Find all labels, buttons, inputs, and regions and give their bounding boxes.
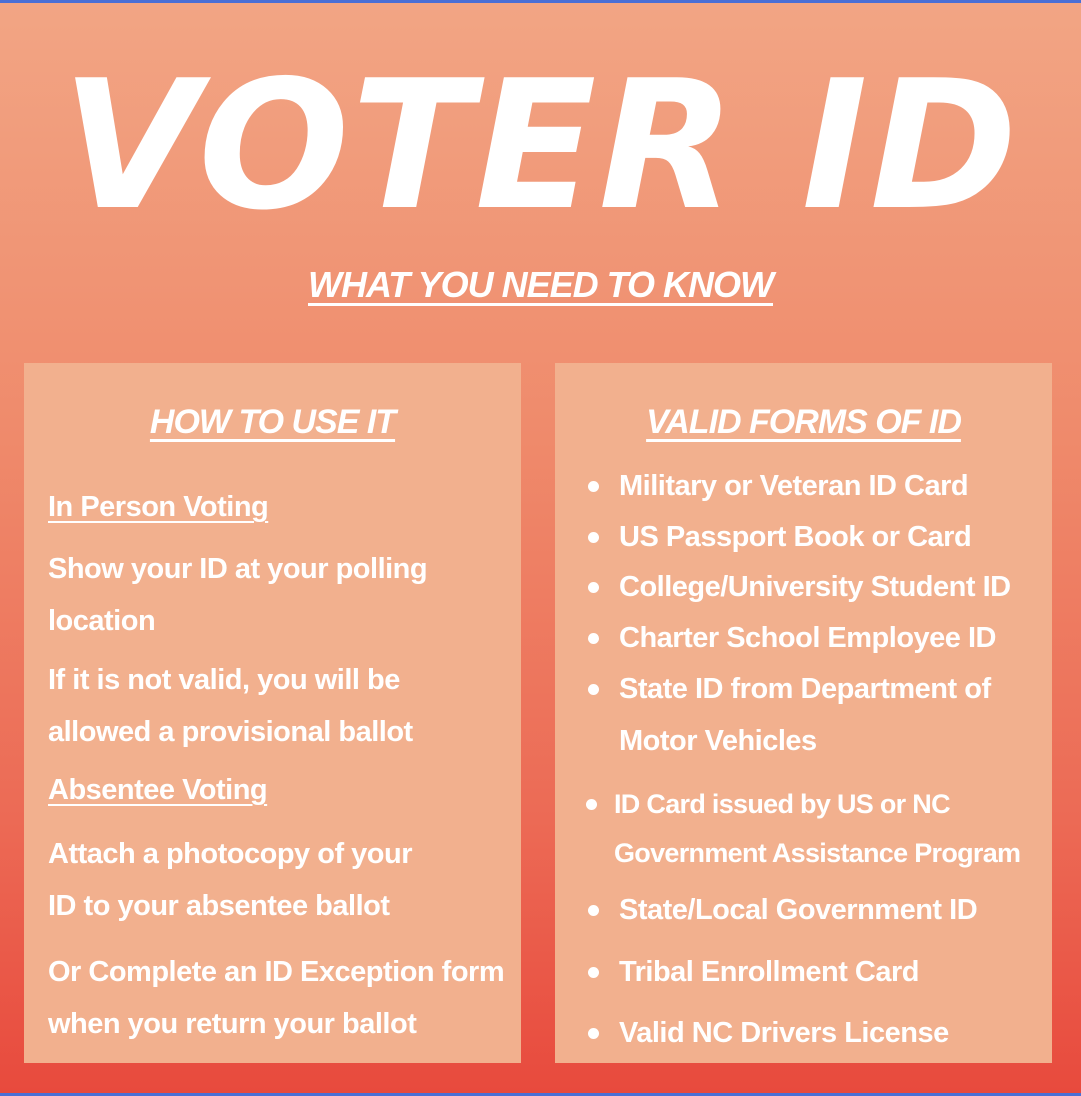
valid-forms-heading-text: VALID FORMS OF ID [646,403,961,441]
bullet-icon [588,905,599,916]
absentee-line: when you return your ballot [48,1008,417,1040]
valid-id-item-continued: Motor Vehicles [619,725,817,757]
valid-id-item: ID Card issued by US or NC [614,789,950,819]
absentee-line: Attach a photocopy of your [48,838,412,870]
absentee-line: ID to your absentee ballot [48,890,390,922]
bullet-icon [588,1028,599,1039]
valid-id-item-continued: Government Assistance Program [614,838,1021,868]
valid-id-item: State ID from Department of [619,673,991,705]
absentee-voting-heading: Absentee Voting [48,774,268,806]
valid-id-item: Military or Veteran ID Card [619,470,969,502]
valid-id-item: US Passport Book or Card [619,521,972,553]
absentee-line: Or Complete an ID Exception form [48,956,505,988]
in-person-voting-heading: In Person Voting [48,491,269,523]
in-person-line: allowed a provisional ballot [48,716,413,748]
how-to-use-heading [24,400,521,444]
bullet-icon [588,633,599,644]
bullet-icon [586,799,597,810]
bullet-icon [588,481,599,492]
valid-id-item: College/University Student ID [619,571,1011,603]
voter-id-poster [0,3,1081,1093]
valid-forms-heading [555,400,1052,444]
in-person-line: location [48,605,156,637]
poster-title: VOTER ID [61,42,1020,249]
in-person-line: If it is not valid, you will be [48,664,400,696]
in-person-line: Show your ID at your polling [48,553,428,585]
valid-id-item: Valid NC Drivers License [619,1017,949,1049]
valid-id-item: Charter School Employee ID [619,622,996,654]
valid-id-item: Tribal Enrollment Card [619,956,919,988]
bullet-icon [588,582,599,593]
poster-subtitle [0,263,1081,307]
how-to-use-panel [24,363,521,1063]
bullet-icon [588,532,599,543]
valid-forms-panel [555,363,1052,1063]
how-to-use-heading-text: HOW TO USE IT [149,403,396,441]
bullet-icon [588,684,599,695]
subtitle-text: WHAT YOU NEED TO KNOW [308,264,773,305]
valid-id-item: State/Local Government ID [619,894,978,926]
bullet-icon [588,967,599,978]
